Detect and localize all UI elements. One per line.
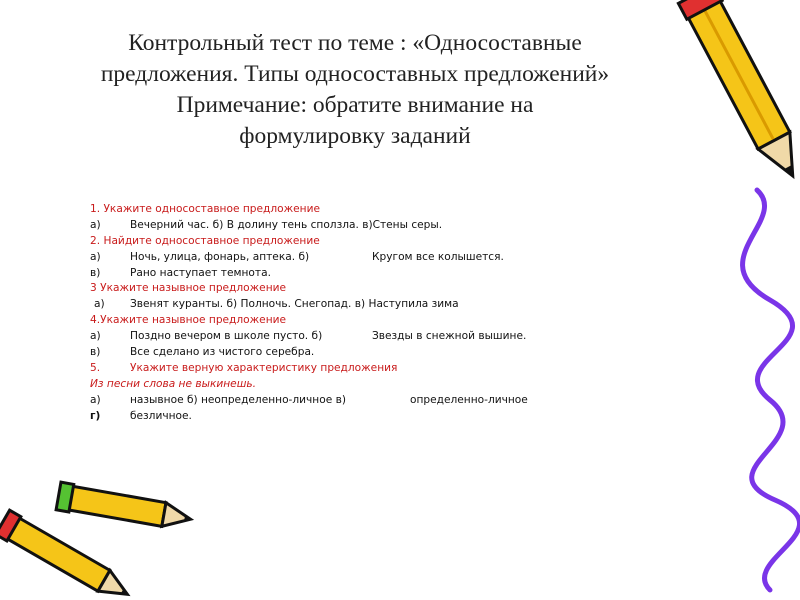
question-heading: 4.Укажите назывное предложение [90, 314, 287, 327]
option-text: Вечерний час. б) В долину тень сползла. в)Стены серы. [130, 218, 443, 231]
answer-option [90, 393, 570, 409]
page-title [60, 28, 650, 152]
answer-option [90, 266, 570, 282]
option-text: Звезды в снежной вышине. [372, 330, 527, 343]
option-text: Кругом все колышется. [372, 250, 504, 263]
title-line: предложения. Типы односоставных предложений» [100, 61, 610, 87]
option-marker: а) [90, 250, 101, 263]
pencil-small-icon [56, 482, 193, 533]
answer-option [90, 218, 570, 234]
option-text: назывное б) неопределенно-личное в) [130, 393, 346, 406]
option-marker: в) [90, 266, 101, 279]
test-questions [90, 202, 570, 424]
option-marker: а) [90, 330, 101, 343]
answer-option [90, 297, 570, 313]
answer-option [90, 409, 570, 425]
question-heading: 2. Найдите односоставное предложение [90, 234, 320, 247]
title-line: формулировку заданий [239, 123, 471, 149]
option-marker: в) [90, 346, 101, 359]
title-line: Контрольный тест по теме : «Односоставные [128, 30, 582, 56]
option-marker: а) [90, 218, 101, 231]
title-line: Примечание: обратите внимание на [176, 92, 534, 118]
question-heading [90, 361, 570, 377]
option-text: Звенят куранты. б) Полночь. Снегопад. в) Наступила зима [130, 298, 459, 311]
question-heading: 3 Укажите назывное предложение [90, 282, 287, 295]
question-number: 5. [90, 361, 101, 374]
answer-option [90, 250, 570, 266]
option-text: Ночь, улица, фонарь, аптека. б) [130, 250, 310, 263]
pencil-small-icon [0, 510, 134, 600]
option-marker: а) [90, 393, 101, 406]
option-text: Все сделано из чистого серебра. [130, 346, 315, 359]
answer-option [90, 329, 570, 345]
option-text: Рано наступает темнота. [130, 266, 271, 279]
option-marker: г) [90, 409, 101, 422]
pencil-large-icon [678, 0, 800, 185]
question-heading-text: Укажите верную характеристику предложения [130, 361, 398, 374]
option-marker: а) [94, 298, 105, 311]
example-sentence: Из песни слова не выкинешь. [90, 377, 257, 390]
answer-option [90, 345, 570, 361]
option-text: безличное. [130, 409, 192, 422]
option-text: Поздно вечером в школе пусто. б) [130, 330, 323, 343]
purple-ribbon [743, 190, 800, 590]
question-heading: 1. Укажите односоставное предложение [90, 203, 320, 215]
option-text: определенно-личное [410, 393, 528, 406]
